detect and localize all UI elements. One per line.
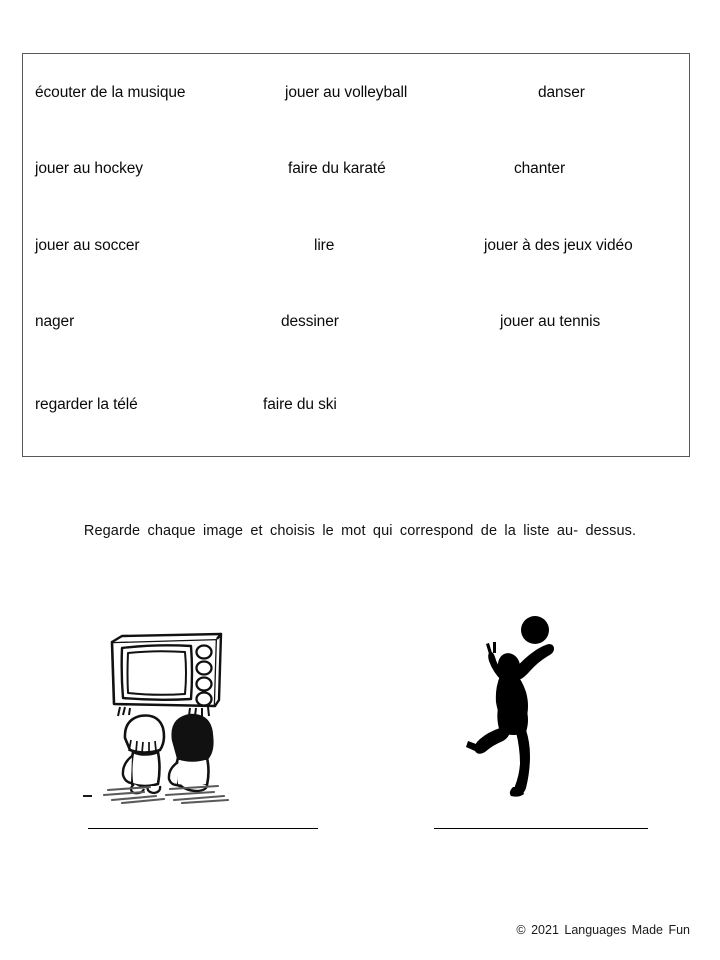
- word-bank-item[interactable]: regarder la télé: [35, 396, 138, 413]
- word-bank-box: [22, 53, 690, 457]
- word-bank-item[interactable]: chanter: [514, 160, 565, 177]
- volleyball-player-silhouette-icon: [462, 608, 582, 798]
- copyright-footer: © 2021 Languages Made Fun: [516, 923, 690, 937]
- word-bank-item[interactable]: lire: [314, 237, 335, 254]
- word-bank-item[interactable]: dessiner: [281, 313, 339, 330]
- word-bank-item[interactable]: jouer au hockey: [35, 160, 143, 177]
- stray-mark: [83, 795, 92, 797]
- word-bank-item[interactable]: écouter de la musique: [35, 84, 186, 101]
- word-bank-item[interactable]: jouer au soccer: [35, 237, 140, 254]
- word-bank-item[interactable]: jouer à des jeux vidéo: [484, 237, 633, 254]
- television-watching-children-icon: [78, 612, 248, 804]
- word-bank-item[interactable]: danser: [538, 84, 585, 101]
- word-bank-item[interactable]: nager: [35, 313, 75, 330]
- answer-line-2[interactable]: [434, 828, 648, 829]
- instruction-text: Regarde chaque image et choisis le mot qui correspond de la liste au- dessus.: [83, 523, 637, 539]
- word-bank-item[interactable]: jouer au tennis: [500, 313, 601, 330]
- word-bank-item[interactable]: jouer au volleyball: [285, 84, 408, 101]
- word-bank-item[interactable]: faire du ski: [263, 396, 337, 413]
- word-bank-item[interactable]: faire du karaté: [288, 160, 386, 177]
- answer-line-1[interactable]: [88, 828, 318, 829]
